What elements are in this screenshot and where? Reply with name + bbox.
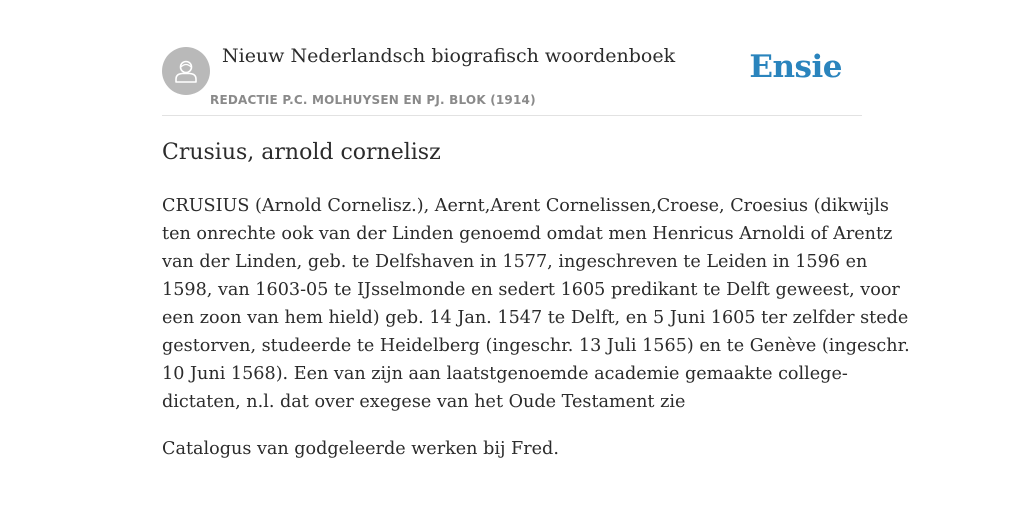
article-card <box>162 0 910 512</box>
entry-body <box>162 192 910 416</box>
body-line: van der Linden, geb. te Delfshaven in 1577, ingeschreven te Leiden in 1596 en <box>162 252 868 272</box>
editors-subtitle: REDACTIE P.C. MOLHUYSEN EN PJ. BLOK (1914) <box>210 93 536 107</box>
header <box>162 0 862 116</box>
body-line: CRUSIUS (Arnold Cornelisz.), Aernt,Arent Cornelissen,Croese, Croesius (dikwijls <box>162 196 889 216</box>
body-line: 10 Juni 1568). Een van zijn aan laatstgenoemde academie gemaakte college- <box>162 364 848 384</box>
brand-logo[interactable]: Ensie <box>749 49 842 85</box>
body-line: ten onrechte ook van der Linden genoemd omdat men Henricus Arnoldi of Arentz <box>162 224 893 244</box>
avatar <box>162 47 210 95</box>
body-line: 1598, van 1603-05 te IJsselmonde en sedert 1605 predikant te Delft geweest, voor <box>162 280 900 300</box>
catalog-note: Catalogus van godgeleerde werken bij Fred. <box>162 439 559 459</box>
page-title: Crusius, arnold cornelisz <box>162 140 441 165</box>
body-line: een zoon van hem hield) geb. 14 Jan. 1547 te Delft, en 5 Juni 1605 ter zelfder stede <box>162 308 909 328</box>
user-icon <box>172 57 200 85</box>
book-title[interactable]: Nieuw Nederlandsch biografisch woordenboek <box>222 45 676 67</box>
body-line: dictaten, n.l. dat over exegese van het Oude Testament zie <box>162 392 686 412</box>
body-line: gestorven, studeerde te Heidelberg (ingeschr. 13 Juli 1565) en te Genève (ingeschr. <box>162 336 910 356</box>
